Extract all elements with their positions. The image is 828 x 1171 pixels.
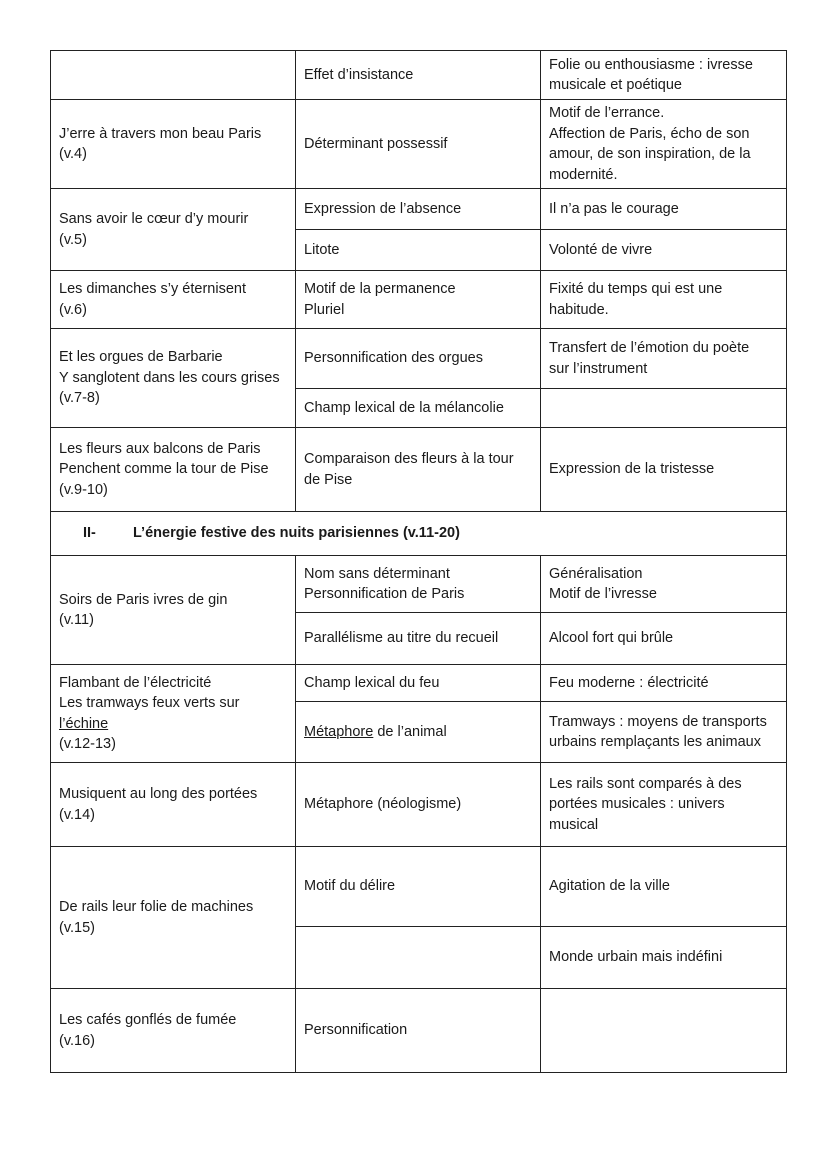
quote-line: Y sanglotent dans les cours grises	[59, 369, 280, 386]
verse-ref: (v.16)	[59, 1032, 95, 1049]
verse-ref: (v.5)	[59, 231, 87, 248]
interpretation-line: Les rails sont comparés à des	[549, 775, 742, 792]
interpretation-cell	[541, 556, 787, 613]
quote-line: Les dimanches s’y éternisent	[59, 281, 246, 297]
interpretation-line: Fixité du temps qui est une	[549, 281, 723, 297]
device-cell: Champ lexical de la mélancolie	[296, 389, 541, 428]
device-cell	[296, 428, 541, 512]
device-cell	[296, 556, 541, 613]
quote-cell	[51, 989, 296, 1073]
device-cell	[296, 927, 541, 989]
device-cell: Personnification des orgues	[296, 329, 541, 389]
table-row	[51, 271, 787, 329]
verse-ref: (v.15)	[59, 919, 95, 936]
quote-cell	[51, 428, 296, 512]
interpretation-cell	[541, 702, 787, 763]
device-cell	[296, 702, 541, 763]
interpretation-line: urbains remplaçants les animaux	[549, 734, 761, 750]
interpretation-line: Affection de Paris, écho de son	[549, 125, 750, 142]
table-row	[51, 989, 787, 1073]
section-row	[51, 512, 787, 556]
interpretation-line: modernité.	[549, 166, 618, 183]
interpretation-cell: Monde urbain mais indéfini	[541, 927, 787, 989]
quote-cell	[51, 847, 296, 989]
quote-line: Flambant de l’électricité	[59, 674, 212, 691]
interpretation-cell: Alcool fort qui brûle	[541, 613, 787, 665]
interpretation-cell: Il n’a pas le courage	[541, 189, 787, 230]
quote-line: Musiquent au long des portées	[59, 786, 258, 802]
verse-ref: (v.11)	[59, 612, 94, 628]
quote-line-underlined: l’échine	[59, 715, 109, 732]
analysis-table	[50, 50, 787, 1073]
verse-ref: (v.4)	[59, 146, 87, 162]
quote-line: Penchent comme la tour de Pise	[59, 461, 269, 478]
device-cell: Expression de l’absence	[296, 189, 541, 230]
table-row	[51, 189, 787, 230]
interpretation-line: portées musicales : univers	[549, 796, 725, 813]
quote-cell	[51, 556, 296, 665]
interpretation-line: habitude.	[549, 301, 609, 318]
device-cell: Litote	[296, 230, 541, 271]
device-term-underlined: Métaphore	[304, 723, 374, 740]
device-cell: Déterminant possessif	[296, 100, 541, 189]
interpretation-cell: Feu moderne : électricité	[541, 665, 787, 702]
interpretation-line: musical	[549, 816, 599, 833]
quote-line: De rails leur folie de machines	[59, 899, 254, 915]
quote-line: Soirs de Paris ivres de gin	[59, 591, 228, 608]
table-row	[51, 51, 787, 100]
quote-cell	[51, 763, 296, 847]
interpretation-cell: Agitation de la ville	[541, 847, 787, 927]
section-number: II-	[83, 525, 96, 542]
quote-line: Sans avoir le cœur d’y mourir	[59, 211, 249, 227]
device-cell: Motif du délire	[296, 847, 541, 927]
interpretation-cell	[541, 51, 787, 100]
section-title: L’énergie festive des nuits parisiennes (v.11-20)	[133, 525, 460, 542]
quote-line: J’erre à travers mon beau Paris	[59, 125, 262, 142]
quote-cell	[51, 189, 296, 271]
verse-ref: (v.6)	[59, 301, 87, 318]
interpretation-line: sur l’instrument	[549, 360, 648, 377]
verse-ref: (v.9-10)	[59, 481, 108, 498]
verse-ref: (v.12-13)	[59, 736, 116, 752]
quote-line: Les tramways feux verts sur	[59, 695, 240, 711]
verse-ref: (v.14)	[59, 806, 95, 823]
device-cell: Parallélisme au titre du recueil	[296, 613, 541, 665]
table-row	[51, 556, 787, 613]
quote-line: Les cafés gonflés de fumée	[59, 1012, 237, 1028]
device-line: Motif de la permanence	[304, 281, 456, 297]
interpretation-cell	[541, 989, 787, 1073]
interpretation-line: Folie ou enthousiasme : ivresse	[549, 56, 753, 73]
device-cell: Personnification	[296, 989, 541, 1073]
interpretation-cell	[541, 271, 787, 329]
section-heading	[51, 512, 787, 556]
table-row	[51, 847, 787, 927]
device-cell: Métaphore (néologisme)	[296, 763, 541, 847]
interpretation-line: Motif de l’ivresse	[549, 586, 657, 602]
table-row	[51, 763, 787, 847]
quote-line: Les fleurs aux balcons de Paris	[59, 440, 261, 457]
quote-cell	[51, 100, 296, 189]
device-line: Comparaison des fleurs à la tour	[304, 451, 514, 467]
quote-cell	[51, 329, 296, 428]
verse-ref: (v.7-8)	[59, 390, 100, 407]
interpretation-cell	[541, 763, 787, 847]
quote-cell	[51, 271, 296, 329]
interpretation-cell	[541, 100, 787, 189]
interpretation-line: Tramways : moyens de transports	[549, 713, 767, 730]
device-line: Nom sans déterminant	[304, 565, 450, 582]
interpretation-cell: Expression de la tristesse	[541, 428, 787, 512]
device-cell: Champ lexical du feu	[296, 665, 541, 702]
device-line: Pluriel	[304, 301, 345, 318]
table-row	[51, 329, 787, 389]
interpretation-line: Motif de l’errance.	[549, 105, 665, 121]
device-cell	[296, 271, 541, 329]
table-row	[51, 428, 787, 512]
device-term-rest: de l’animal	[373, 723, 447, 740]
device-line: Personnification de Paris	[304, 586, 465, 602]
interpretation-line: Transfert de l’émotion du poète	[549, 340, 750, 356]
table-row	[51, 665, 787, 702]
quote-cell	[51, 51, 296, 100]
interpretation-cell	[541, 329, 787, 389]
device-cell: Effet d’insistance	[296, 51, 541, 100]
interpretation-line: amour, de son inspiration, de la	[549, 146, 751, 162]
interpretation-line: musicale et poétique	[549, 77, 682, 93]
table-row	[51, 100, 787, 189]
quote-line: Et les orgues de Barbarie	[59, 349, 223, 366]
interpretation-cell: Volonté de vivre	[541, 230, 787, 271]
device-line: de Pise	[304, 471, 353, 488]
interpretation-line: Généralisation	[549, 565, 643, 582]
interpretation-cell	[541, 389, 787, 428]
quote-cell	[51, 665, 296, 763]
